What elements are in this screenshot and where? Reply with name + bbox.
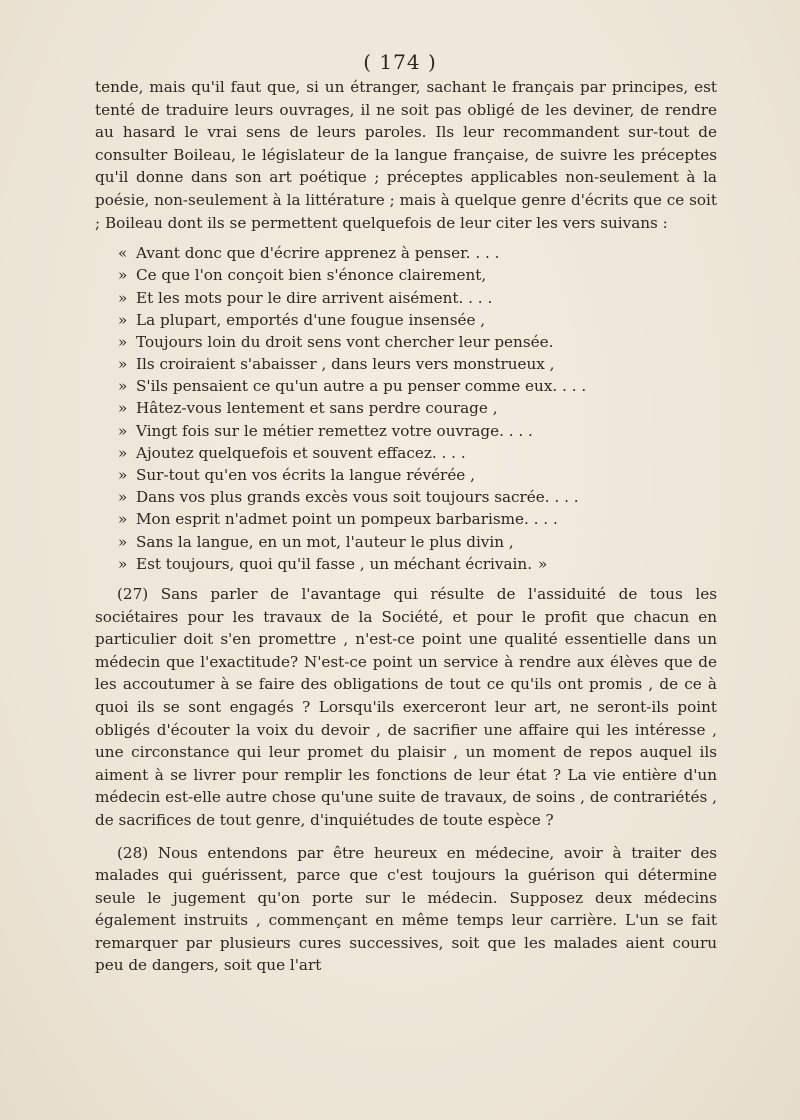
verse-text: Ils croiraient s'abaisser , dans leurs vers monstrueux , bbox=[136, 355, 555, 374]
verse-line bbox=[95, 420, 717, 442]
text-block bbox=[95, 76, 717, 977]
verse-line bbox=[95, 242, 717, 264]
quote-mark: » bbox=[118, 554, 128, 573]
verse-text: Sans la langue, en un mot, l'auteur le plus divin , bbox=[136, 532, 514, 551]
quote-mark: » bbox=[118, 466, 128, 485]
quote-mark: » bbox=[118, 377, 128, 396]
verse-text: Sur-tout qu'en vos écrits la langue révérée , bbox=[136, 466, 475, 485]
verse-line bbox=[95, 442, 717, 464]
verse-text: Mon esprit n'admet point un pompeux barbarisme. . . . bbox=[136, 510, 558, 529]
paragraph-28: (28) Nous entendons par être heureux en médecine, avoir à traiter des malades qui guérissent, parce que c'est toujours la guérison qui détermine seule le jugement qu'on porte sur le médecin. Supposez deux médecins également instruits , commençant en même temps leur carrière. L'un se fait remarquer par plusieurs cures successives, soit que les malades aient couru peu de dangers, soit que l'art bbox=[95, 843, 717, 975]
verse-line bbox=[95, 508, 717, 530]
paragraph-27: (27) Sans parler de l'avantage qui résulte de l'assiduité de tous les sociétaires pour les travaux de la Société, et pour le profit que chacun en particulier doit s'en promettre , n'est-ce point une qualité essentielle dans un médecin que l'exactitude? N'est-ce point un service à rendre aux élèves que de les accoutumer à se faire des obligations de tout ce qu'ils ont promis , de ce à quoi ils se sont engagés ? Lorsqu'ils exerceront leur art, ne seront-ils point obligés d'écouter la voix du devoir , de sacrifier une affaire qui les intéresse , une circonstance qui leur promet du plaisir , un moment de repos auquel ils aiment à se livrer pour remplir les fonctions de leur état ? La vie entière d'un médecin est-elle autre chose qu'une suite de travaux, de soins , de contrariétés , de sacrifices de tout genre, d'inquiétudes de toute espèce ? bbox=[95, 584, 717, 829]
verse-text: Avant donc que d'écrire apprenez à penser. . . . bbox=[136, 244, 500, 263]
verse-line bbox=[95, 553, 717, 575]
quote-mark: » bbox=[118, 310, 128, 329]
verse-text: La plupart, emportés d'une fougue insensée , bbox=[136, 310, 486, 329]
verse-line bbox=[95, 264, 717, 286]
quote-mark: » bbox=[118, 532, 128, 551]
quote-mark: » bbox=[118, 399, 128, 418]
verse-text: Et les mots pour le dire arrivent aisément. . . . bbox=[136, 288, 493, 307]
verse-line bbox=[95, 375, 717, 397]
quote-mark: » bbox=[118, 332, 128, 351]
paragraph-intro: tende, mais qu'il faut que, si un étranger, sachant le français par principes, est tenté de traduire leurs ouvrages, il ne soit pas obligé de les deviner, de rendre au hasard le vrai sens de leurs paroles. Ils leur recommandent sur-tout de consulter Boileau, le législateur de la langue française, de suivre les préceptes qu'il donne dans son art poétique ; préceptes applicables non-seulement à la poésie, non-seulement à la littérature ; mais à quelque genre d'écrits que ce soit ; Boileau dont ils se permettent quelquefois de leur citer les vers suivans : bbox=[95, 78, 717, 232]
page-number: ( 174 ) bbox=[363, 50, 437, 74]
quote-mark: » bbox=[118, 421, 128, 440]
paragraph-gap bbox=[95, 832, 717, 842]
quote-mark: » bbox=[118, 266, 128, 285]
verse-line bbox=[95, 486, 717, 508]
quote-mark: » bbox=[118, 488, 128, 507]
verse-line bbox=[95, 353, 717, 375]
verse-line bbox=[95, 331, 717, 353]
quote-mark: » bbox=[118, 510, 128, 529]
verse-line bbox=[95, 531, 717, 553]
verse-line bbox=[95, 397, 717, 419]
verse-text: Ce que l'on conçoit bien s'énonce clairement, bbox=[136, 266, 487, 285]
verse-text: Ajoutez quelquefois et souvent effacez. . . . bbox=[136, 443, 466, 462]
verse-text: Hâtez-vous lentement et sans perdre courage , bbox=[136, 399, 498, 418]
boileau-verse-quote bbox=[95, 242, 717, 575]
quote-mark: » bbox=[118, 355, 128, 374]
verse-line bbox=[95, 287, 717, 309]
verse-text: Vingt fois sur le métier remettez votre ouvrage. . . . bbox=[136, 421, 533, 440]
verse-line bbox=[95, 309, 717, 331]
verse-text: S'ils pensaient ce qu'un autre a pu penser comme eux. . . . bbox=[136, 377, 587, 396]
quote-mark: « bbox=[118, 244, 128, 263]
verse-line bbox=[95, 464, 717, 486]
quote-mark: » bbox=[118, 443, 128, 462]
verse-text: Est toujours, quoi qu'il fasse , un méchant écrivain. bbox=[136, 554, 533, 573]
quote-mark: » bbox=[118, 288, 128, 307]
closing-quote-mark: » bbox=[538, 554, 548, 573]
verse-text: Toujours loin du droit sens vont chercher leur pensée. bbox=[136, 332, 554, 351]
verse-text: Dans vos plus grands excès vous soit toujours sacrée. . . . bbox=[136, 488, 579, 507]
